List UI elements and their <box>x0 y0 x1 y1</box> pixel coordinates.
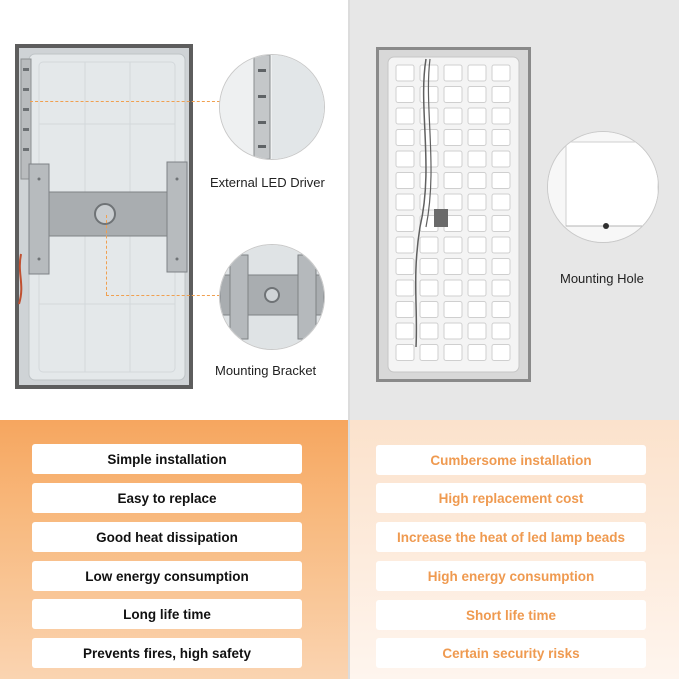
panel-grid-cell <box>492 130 510 146</box>
panel-grid-cell <box>444 237 462 253</box>
external-led-driver-caption: External LED Driver <box>210 175 325 190</box>
panel-grid-cell <box>492 173 510 189</box>
panel-grid-cell <box>444 280 462 296</box>
panel-grid-cell <box>492 216 510 232</box>
panel-grid-cell <box>492 237 510 253</box>
panel-grid-cell <box>396 108 414 124</box>
panel-grid-cell <box>468 280 486 296</box>
disadvantage-high-energy: High energy consumption <box>376 561 646 591</box>
panel-grid-cell <box>444 130 462 146</box>
panel-grid-cell <box>468 259 486 275</box>
disadvantage-short-life: Short life time <box>376 600 646 630</box>
panel-grid-cell <box>444 151 462 167</box>
panel-grid-cell <box>468 345 486 361</box>
panel-grid-cell <box>420 130 438 146</box>
panel-grid-cell <box>396 194 414 210</box>
panel-grid-cell <box>444 87 462 103</box>
driver-zoom-circle <box>219 54 325 160</box>
bracket-leader-line <box>106 295 220 296</box>
panel-grid-cell <box>468 237 486 253</box>
panel-grid-cell <box>492 345 510 361</box>
disadvantage-cumbersome-installation: Cumbersome installation <box>376 445 646 475</box>
panel-grid-cell <box>396 151 414 167</box>
panel-grid-cell <box>396 87 414 103</box>
panel-grid-cell <box>492 108 510 124</box>
panel-grid-cell <box>420 173 438 189</box>
panel-grid-cell <box>396 130 414 146</box>
panel-grid-cell <box>468 65 486 81</box>
panel-grid-cell <box>396 65 414 81</box>
panel-grid-cell <box>492 259 510 275</box>
bracket-leader-vertical <box>106 215 107 295</box>
panel-grid-cell <box>444 194 462 210</box>
panel-grid-cell <box>468 151 486 167</box>
panel-grid-cell <box>396 345 414 361</box>
advantage-low-energy: Low energy consumption <box>32 561 302 591</box>
panel-grid-cell <box>492 87 510 103</box>
panel-grid-cell <box>444 302 462 318</box>
panel-grid-cell <box>468 87 486 103</box>
panel-grid-cell <box>420 151 438 167</box>
mounting-hole-caption: Mounting Hole <box>560 271 644 286</box>
bracket-zoom-circle <box>219 244 325 350</box>
panel-grid-cell <box>468 173 486 189</box>
driver-leader-line <box>30 101 220 102</box>
mounting-hole-zoom-circle <box>547 131 659 243</box>
panel-grid-cell <box>444 323 462 339</box>
panel-grid-cell <box>492 65 510 81</box>
advantage-long-life: Long life time <box>32 599 302 629</box>
panel-grid-cell <box>420 302 438 318</box>
panel-grid-cell <box>444 345 462 361</box>
panel-grid-cell <box>396 280 414 296</box>
panel-grid-cell <box>468 323 486 339</box>
section-divider <box>348 0 350 679</box>
panel-grid-cell <box>396 237 414 253</box>
advantage-simple-installation: Simple installation <box>32 444 302 474</box>
panel-grid-cell <box>468 194 486 210</box>
disadvantage-security-risks: Certain security risks <box>376 638 646 668</box>
panel-grid-cell <box>468 216 486 232</box>
panel-grid-cell <box>420 323 438 339</box>
advantage-safety: Prevents fires, high safety <box>32 638 302 668</box>
panel-grid-cell <box>420 259 438 275</box>
panel-grid-cell <box>468 130 486 146</box>
mounting-bracket-caption: Mounting Bracket <box>215 363 317 378</box>
panel-grid-cell <box>420 345 438 361</box>
panel-grid-cell <box>492 194 510 210</box>
panel-grid-cell <box>468 108 486 124</box>
comparison-panel-image <box>376 47 531 382</box>
panel-grid-cell <box>420 237 438 253</box>
panel-grid-cell <box>468 302 486 318</box>
panel-grid-cell <box>444 65 462 81</box>
panel-grid-cell <box>492 151 510 167</box>
panel-grid-cell <box>444 108 462 124</box>
panel-grid-cell <box>396 323 414 339</box>
led-panel-back-image <box>15 44 193 389</box>
panel-grid-cell <box>492 302 510 318</box>
panel-grid-cell <box>396 216 414 232</box>
panel-grid-cell <box>396 302 414 318</box>
panel-grid-cell <box>420 280 438 296</box>
panel-grid-cell <box>396 173 414 189</box>
panel-grid-cell <box>444 259 462 275</box>
advantage-easy-to-replace: Easy to replace <box>32 483 302 513</box>
advantage-heat-dissipation: Good heat dissipation <box>32 522 302 552</box>
panel-grid-cell <box>492 280 510 296</box>
panel-grid-cell <box>396 259 414 275</box>
panel-grid-cell <box>492 323 510 339</box>
disadvantage-heat: Increase the heat of led lamp beads <box>376 522 646 552</box>
panel-grid-cell <box>444 173 462 189</box>
disadvantage-replacement-cost: High replacement cost <box>376 483 646 513</box>
